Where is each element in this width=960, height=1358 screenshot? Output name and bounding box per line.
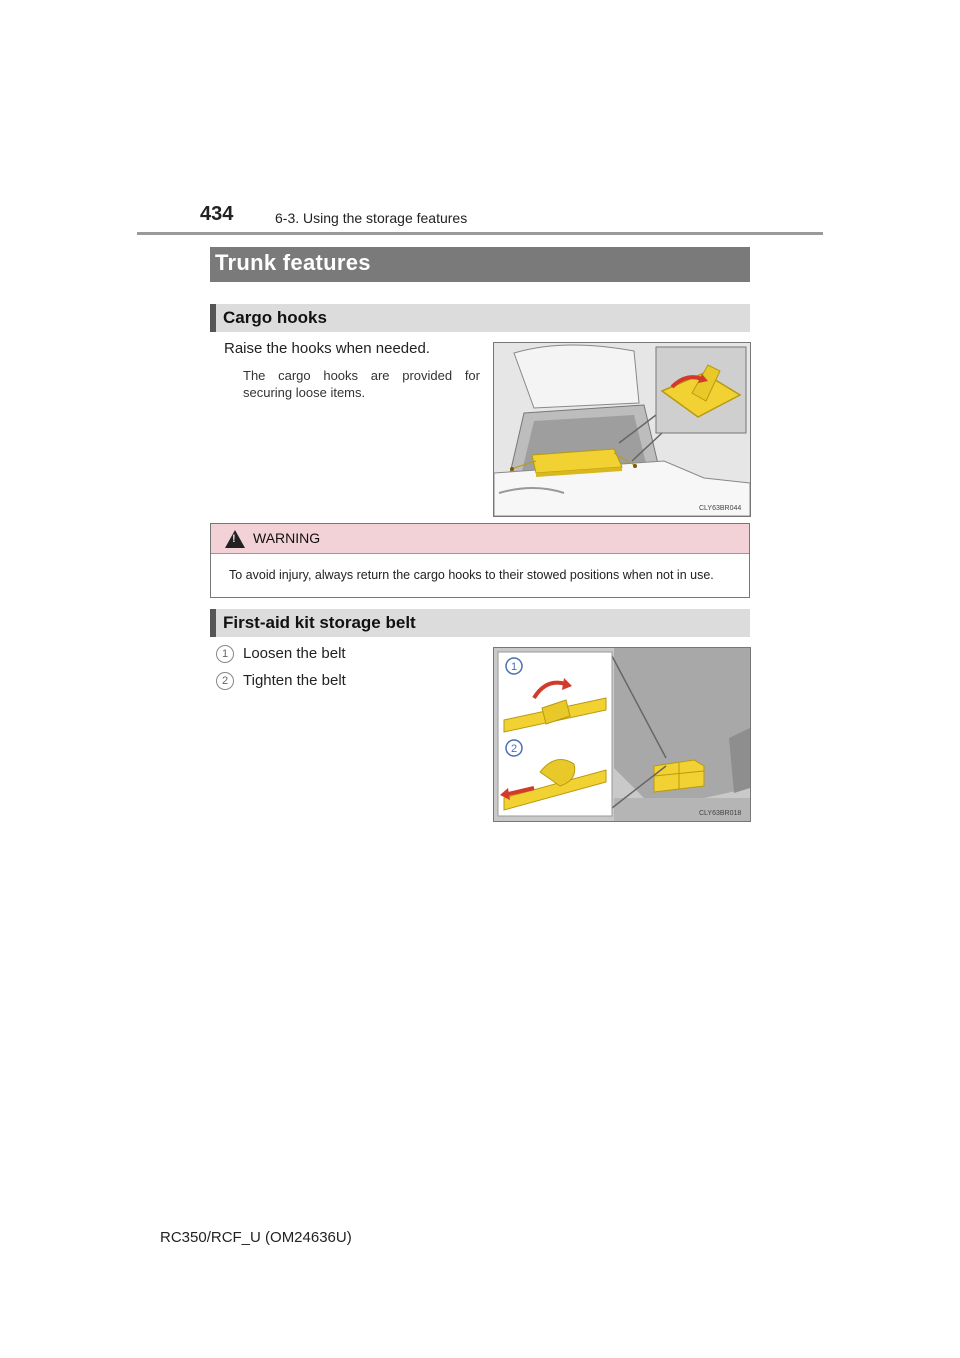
warning-header — [211, 524, 749, 554]
svg-text:1: 1 — [510, 661, 518, 673]
step-number-2: 2 — [216, 672, 234, 690]
svg-text:2: 2 — [510, 743, 518, 755]
section-reference: 6-3. Using the storage features — [275, 210, 468, 226]
warning-exclamation-icon: ! — [232, 533, 236, 545]
trunk-illustration — [494, 343, 750, 516]
page-number: 434 — [200, 203, 234, 225]
page-title: Trunk features — [215, 250, 371, 275]
cargo-hooks-heading: Cargo hooks — [223, 308, 327, 327]
footer-model-code: RC350/RCF_U (OM24636U) — [160, 1229, 352, 1246]
cargo-hooks-note: The cargo hooks are provided for securing loose items. — [243, 368, 480, 400]
first-aid-figure-code: CLY63BR018 — [699, 810, 742, 817]
warning-body: To avoid injury, always return the cargo hooks to their stowed positions when not in use. — [229, 568, 714, 582]
warning-box — [210, 523, 750, 598]
step-number-1: 1 — [216, 645, 234, 663]
cargo-hooks-instruction: Raise the hooks when needed. — [224, 340, 430, 357]
cargo-hooks-figure-code: CLY63BR044 — [699, 505, 742, 512]
first-aid-heading: First-aid kit storage belt — [223, 613, 416, 632]
header-divider — [137, 232, 823, 235]
belt-illustration — [494, 648, 750, 821]
warning-title: WARNING — [253, 530, 321, 546]
step-text-1: Loosen the belt — [243, 645, 346, 662]
step-text-2: Tighten the belt — [243, 672, 346, 689]
first-aid-belt-illustration — [493, 647, 751, 822]
cargo-hooks-illustration — [493, 342, 751, 517]
